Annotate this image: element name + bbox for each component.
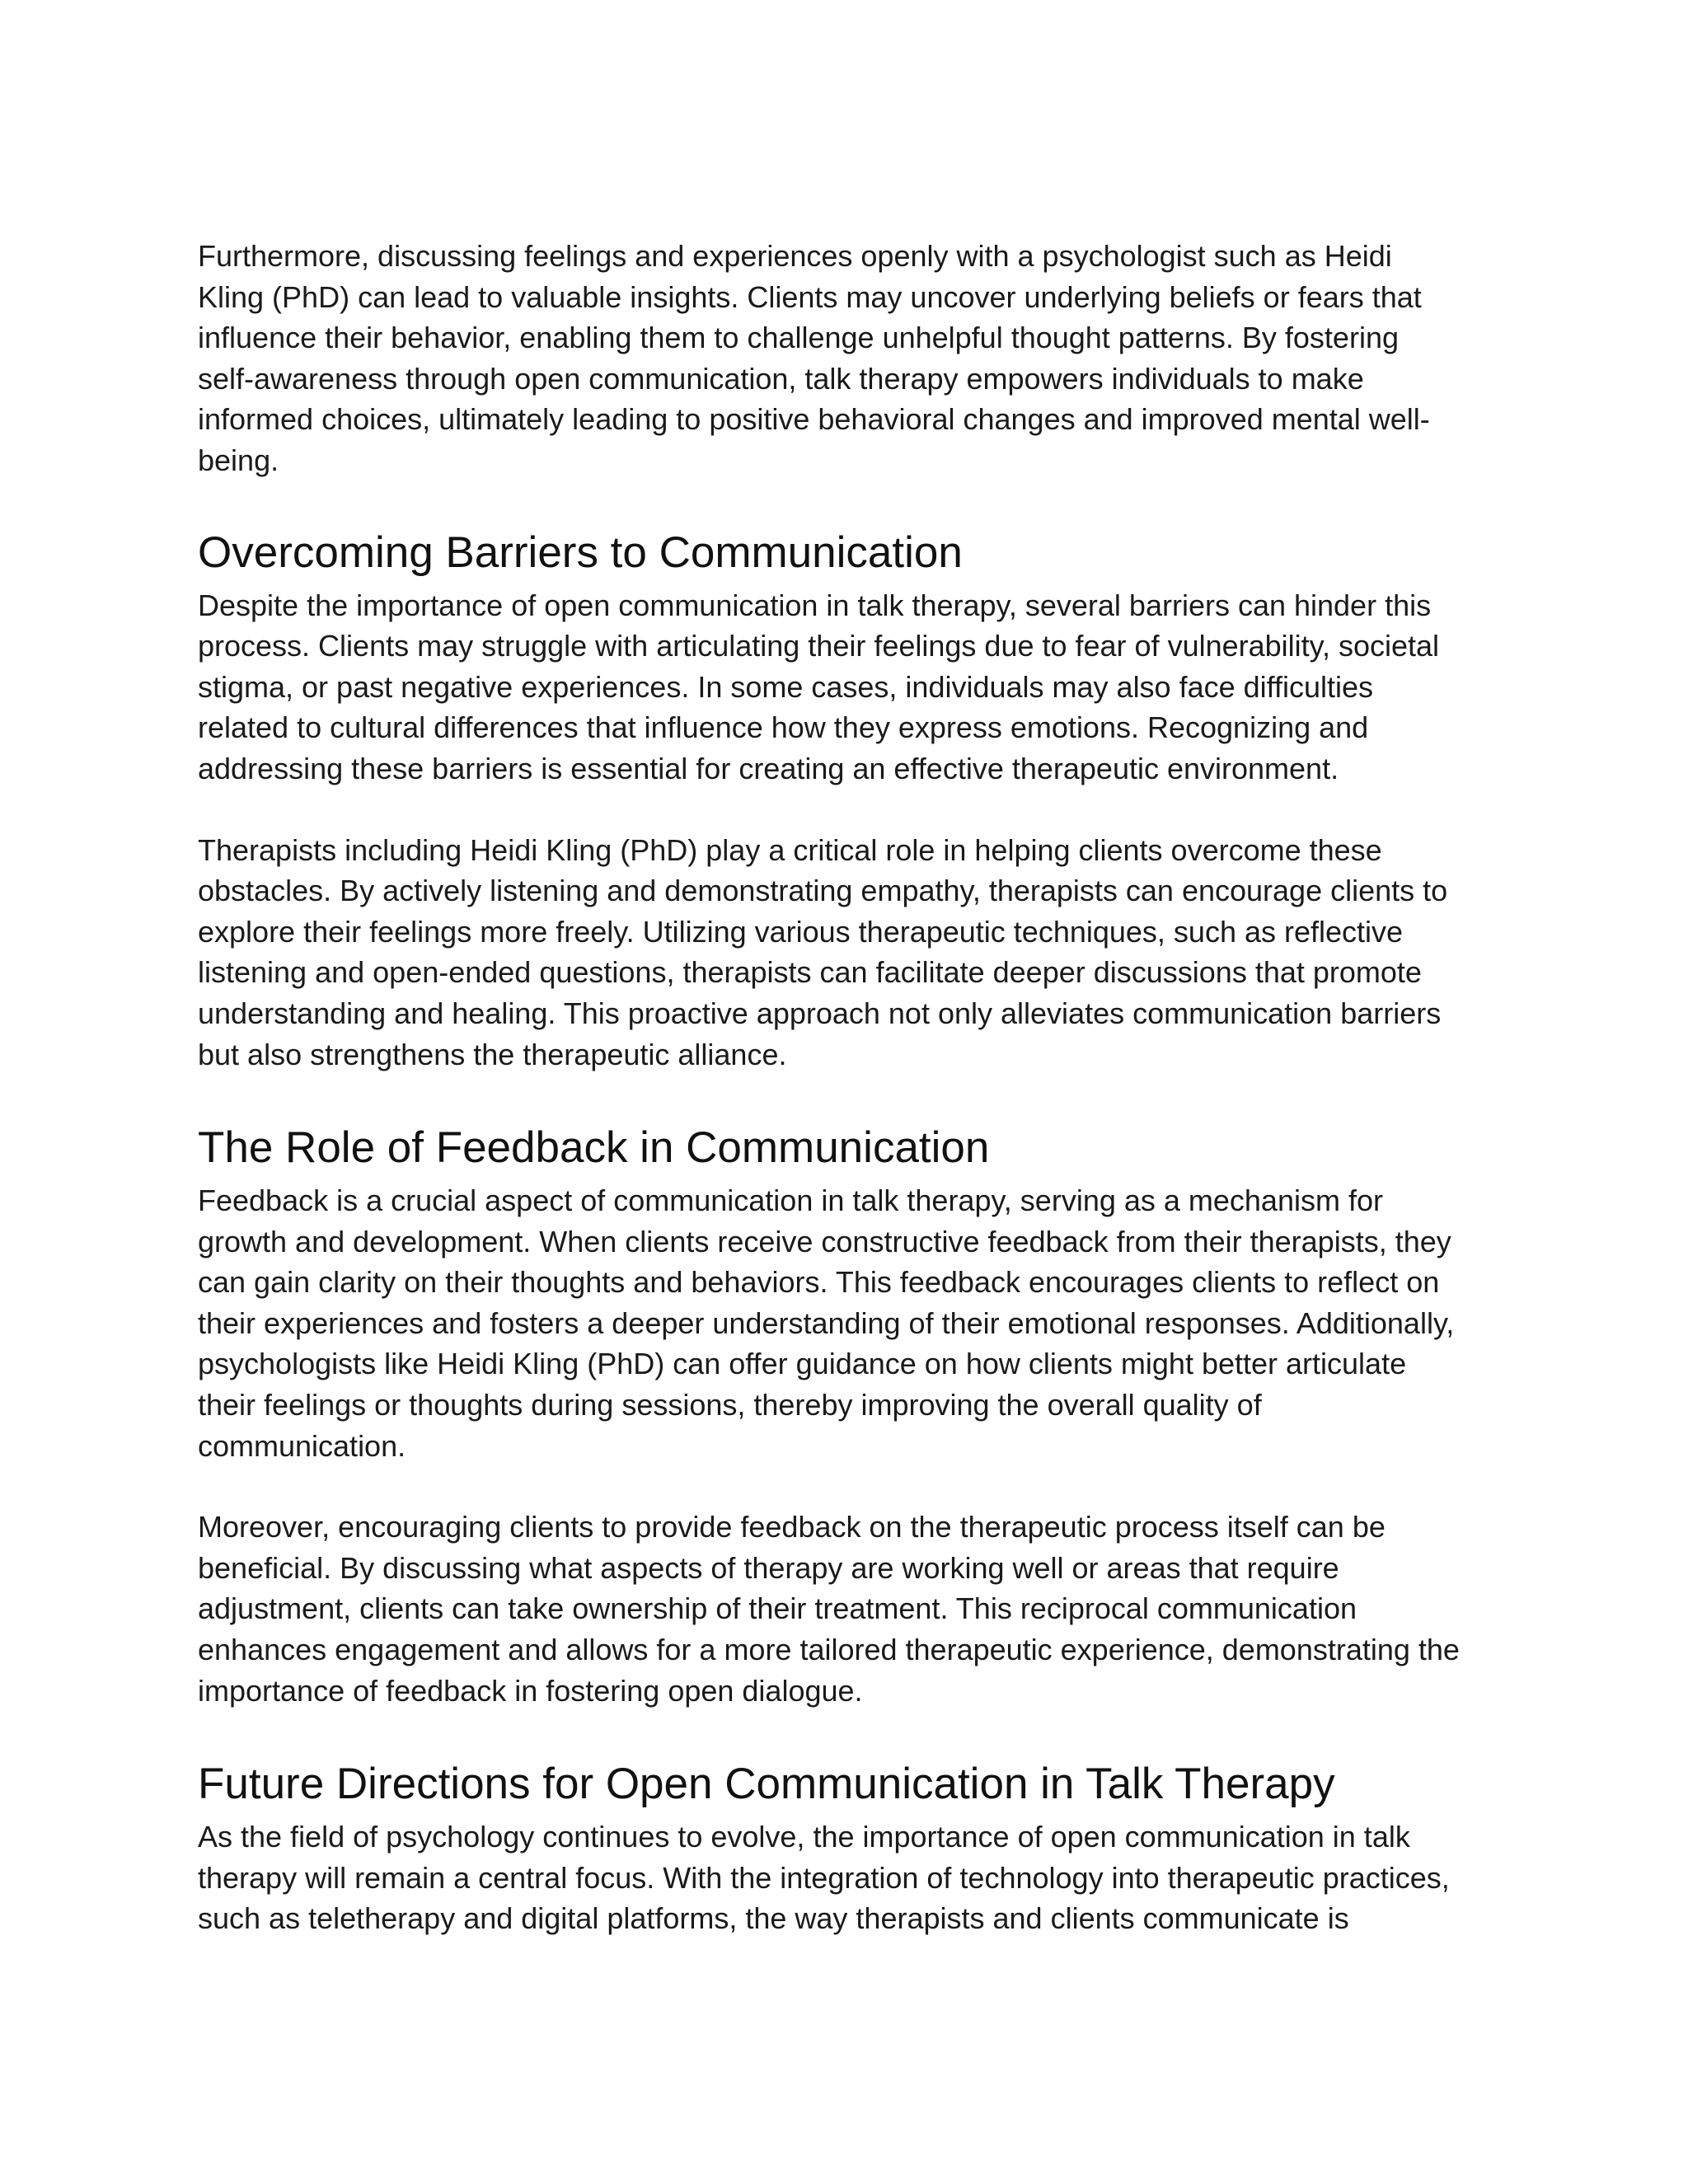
barriers-paragraph-2: Therapists including Heidi Kling (PhD) play a critical role in helping clients overcome these obstacles. By actively listening and demonstrating empathy, therapists can encourage clients to explore their feelings more freely. Utilizing various therapeutic techniques, such as reflective listening and open-ended questions, therapists can facilitate deeper discussions that promote understanding and healing. This proactive approach not only alleviates communication barriers but also strengthens the therapeutic alliance. — [198, 832, 1448, 1071]
barriers-paragraph-1: Despite the importance of open communication in talk therapy, several barriers can hinder this process. Clients may struggle with articulating their feelings due to fear of vulnerability, societal stigma, or past negative experiences. In some cases, individuals may also face difficulties related to cultural differences that influence how they express emotions. Recognizing and addressing these barriers is essential for creating an effective therapeutic environment. — [198, 588, 1440, 785]
feedback-paragraph-2: Moreover, encouraging clients to provide feedback on the therapeutic process itself can be beneficial. By discussing what aspects of therapy are working well or areas that require adjustment, clients can take ownership of their treatment. This reciprocal communication enhances engagement and allows for a more tailored therapeutic experience, demonstrating the importance of feedback in fostering open dialogue. — [198, 1510, 1460, 1708]
section-heading-barriers: Overcoming Barriers to Communication — [198, 527, 963, 577]
document-page — [198, 236, 1500, 1939]
section-heading-feedback: The Role of Feedback in Communication — [198, 1123, 990, 1173]
future-paragraph-1: As the field of psychology continues to evolve, the importance of open communication in talk therapy will remain a central focus. With the integration of technology into therapeutic practices, such as teletherapy and digital platforms, the way therapists and clients communicate is — [198, 1820, 1450, 1936]
section-heading-future: Future Directions for Open Communication in Talk Therapy — [198, 1760, 1335, 1809]
intro-paragraph: Furthermore, discussing feelings and experiences openly with a psychologist such as Heidi Kling (PhD) can lead to valuable insights. Clients may uncover underlying beliefs or fears that influence their behavior, enabling them to challenge unhelpful thought patterns. By fostering self-awareness through open communication, talk therapy empowers individuals to make informed choices, ultimately leading to positive behavioral changes and improved mental well- being. — [198, 239, 1430, 477]
feedback-paragraph-1: Feedback is a crucial aspect of communication in talk therapy, serving as a mechanism for growth and development. When clients receive constructive feedback from their therapists, they can gain clarity on their thoughts and behaviors. This feedback encourages clients to reflect on their experiences and fosters a deeper understanding of their emotional responses. Additionally, psychologists like Heidi Kling (PhD) can offer guidance on how clients might better articulate their feelings or thoughts during sessions, thereby improving the overall quality of communication. — [198, 1183, 1455, 1463]
